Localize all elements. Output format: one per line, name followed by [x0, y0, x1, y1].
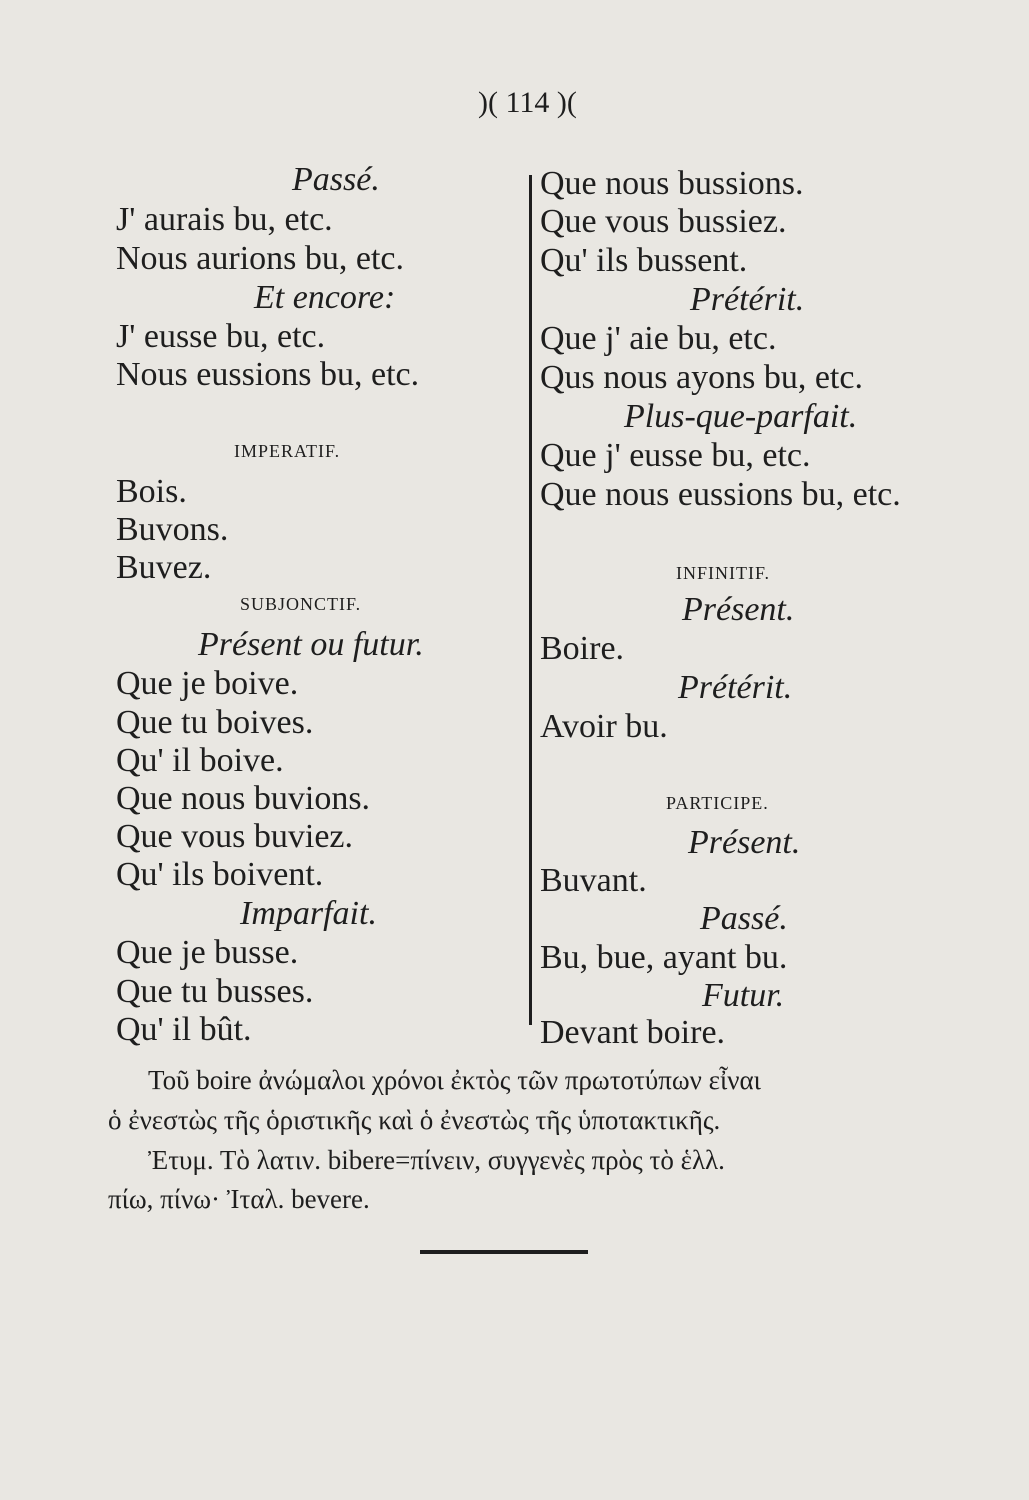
page-number: )( 114 )(: [478, 86, 577, 119]
right-line-futur: Futur.: [702, 977, 785, 1014]
left-line-quils-boivent: Qu' ils boivent.: [116, 856, 324, 893]
end-rule: [420, 1250, 588, 1254]
left-line-quil-but: Qu' il bût.: [116, 1011, 252, 1048]
right-line-preterit: Prétérit.: [690, 281, 805, 318]
column-divider: [529, 175, 532, 1025]
heading-infinitif: INFINITIF.: [676, 563, 771, 583]
left-line-et-encore: Et encore:: [254, 279, 396, 316]
right-line-plus-que-parfait: Plus-que-parfait.: [624, 398, 858, 435]
left-line-nous-aurions: Nous aurions bu, etc.: [116, 240, 405, 277]
left-line-que-tu-busses: Que tu busses.: [116, 973, 314, 1010]
right-line-que-jeusse-bu: Que j' eusse bu, etc.: [540, 437, 811, 474]
left-line-nous-eussions: Nous eussions bu, etc.: [116, 356, 420, 393]
right-line-passe: Passé.: [700, 900, 788, 937]
left-line-que-je-busse: Que je busse.: [116, 934, 299, 971]
left-line-bois: Bois.: [116, 473, 187, 510]
right-line-qus-nous-ayons: Qus nous ayons bu, etc.: [540, 359, 863, 396]
right-line-bu-bue: Bu, bue, ayant bu.: [540, 939, 788, 976]
left-line-que-tu-boives: Que tu boives.: [116, 704, 314, 741]
left-line-quil-boive: Qu' il boive.: [116, 742, 284, 779]
footnote-line-1: Τοῦ boire ἀνώμαλοι χρόνοι ἐκτὸς τῶν πρωτοτύπων εἶναι: [148, 1065, 761, 1095]
right-line-boire: Boire.: [540, 630, 625, 667]
right-line-que-nous-eussions: Que nous eussions bu, etc.: [540, 476, 901, 513]
right-line-buvant: Buvant.: [540, 862, 647, 899]
left-line-jaurais: J' aurais bu, etc.: [116, 201, 333, 238]
left-line-que-je-boive: Que je boive.: [116, 665, 299, 702]
left-line-buvons: Buvons.: [116, 511, 229, 548]
footnote-line-4: πίω, πίνω· Ἰταλ. bevere.: [108, 1184, 370, 1214]
right-line-que-vous-bussiez: Que vous bussiez.: [540, 203, 787, 240]
left-line-que-nous-buvions: Que nous buvions.: [116, 780, 371, 817]
right-line-present-2: Présent.: [688, 824, 801, 861]
right-line-avoir-bu: Avoir bu.: [540, 708, 668, 745]
footnote-line-3: Ἐτυμ. Τὸ λατιν. bibere=πίνειν, συγγενὲς πρὸς τὸ ἑλλ.: [148, 1145, 725, 1175]
left-line-imparfait: Imparfait.: [240, 895, 377, 932]
left-line-jeusse: J' eusse bu, etc.: [116, 318, 326, 355]
right-line-quils-bussent: Qu' ils bussent.: [540, 242, 748, 279]
left-line-passe: Passé.: [292, 161, 380, 198]
left-line-que-vous-buviez: Que vous buviez.: [116, 818, 354, 855]
right-line-preterit-2: Prétérit.: [678, 669, 793, 706]
heading-participe: PARTICIPE.: [666, 793, 769, 813]
left-line-present-futur: Présent ou futur.: [198, 626, 424, 663]
right-line-que-jaie-bu: Que j' aie bu, etc.: [540, 320, 777, 357]
heading-subjonctif: SUBJONCTIF.: [240, 594, 362, 614]
right-line-que-nous-bussions: Que nous bussions.: [540, 165, 804, 202]
footnote-line-2: ὁ ἐνεστὼς τῆς ὁριστικῆς καὶ ὁ ἐνεστὼς τῆς ὑποτακτικῆς.: [108, 1105, 721, 1135]
right-line-devant-boire: Devant boire.: [540, 1014, 726, 1051]
heading-imperatif: IMPERATIF.: [234, 441, 341, 461]
left-line-buvez: Buvez.: [116, 549, 212, 586]
right-line-present-1: Présent.: [682, 591, 795, 628]
